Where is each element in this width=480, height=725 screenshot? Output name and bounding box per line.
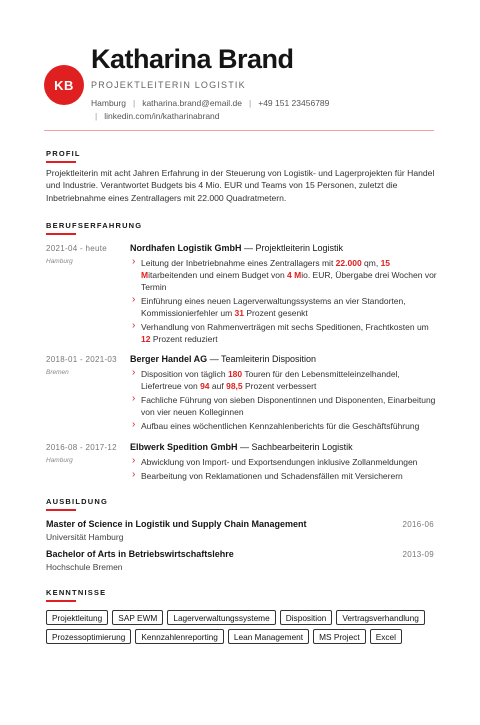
section-accent-bar bbox=[46, 161, 76, 163]
job-dates: 2021-04 - heute bbox=[46, 244, 107, 253]
section-title-experience: BERUFSERFAHRUNG bbox=[46, 221, 143, 230]
highlight-figure: 15 bbox=[380, 258, 391, 268]
section-accent-bar bbox=[46, 233, 76, 235]
bullet-text: qm, bbox=[361, 258, 381, 268]
contact-email[interactable]: katharina.brand@email.de bbox=[142, 98, 243, 108]
bullet-text: Abwicklung von Import- und Exportsendungen inklusive Zollanmeldungen bbox=[141, 457, 418, 467]
job-dates: 2018-01 - 2021-03 bbox=[46, 355, 117, 364]
education-entry bbox=[46, 519, 436, 542]
highlight-figure: 22.000 bbox=[335, 258, 362, 268]
job-bullet bbox=[130, 368, 440, 392]
job-location: Hamburg bbox=[46, 258, 73, 265]
header-divider bbox=[44, 130, 434, 131]
skill-tag: MS Project bbox=[313, 629, 366, 644]
school-name: Universität Hamburg bbox=[46, 532, 124, 542]
highlight-figure: 4 M bbox=[287, 270, 302, 280]
skills-list bbox=[46, 610, 436, 644]
bullet-text: Prozent reduziert bbox=[150, 334, 218, 344]
contact-line-2 bbox=[91, 111, 220, 121]
section-accent-bar bbox=[46, 509, 76, 511]
skill-tag: Kennzahlenreporting bbox=[135, 629, 224, 644]
job-title: PROJEKTLEITERIN LOGISTIK bbox=[91, 80, 246, 90]
job-bullet bbox=[130, 295, 440, 319]
bullet-text: auf bbox=[209, 381, 227, 391]
highlight-figure: 180 bbox=[227, 369, 243, 379]
job-bullets bbox=[130, 257, 440, 347]
job-dates: 2016-08 - 2017-12 bbox=[46, 443, 117, 452]
job-heading bbox=[130, 442, 353, 452]
bullet-text: io. EUR, Übergabe drei Wochen vor Termin bbox=[141, 270, 437, 292]
skill-tag: Disposition bbox=[280, 610, 333, 625]
section-title-profile: PROFIL bbox=[46, 149, 81, 158]
skill-tag: Vertragsverhandlung bbox=[336, 610, 425, 625]
job-location: Bremen bbox=[46, 369, 69, 376]
section-accent-bar bbox=[46, 600, 76, 602]
company-name: Elbwerk Spedition GmbH bbox=[130, 442, 238, 452]
role-name: — Projektleiterin Logistik bbox=[241, 243, 344, 253]
highlight-figure: 31 bbox=[234, 308, 244, 318]
bullet-text: Bearbeitung von Reklamationen und Schadensfällen mit Versicherern bbox=[141, 471, 403, 481]
job-bullets bbox=[130, 456, 440, 484]
section-title-education: AUSBILDUNG bbox=[46, 497, 108, 506]
skill-tag: Projektleitung bbox=[46, 610, 108, 625]
role-name: — Teamleiterin Disposition bbox=[207, 354, 317, 364]
degree-name: Master of Science in Logistik und Supply Chain Management bbox=[46, 519, 307, 529]
contact-city: Hamburg bbox=[91, 98, 126, 108]
highlight-figure: 98,5 bbox=[226, 381, 243, 391]
skill-tag: Excel bbox=[370, 629, 402, 644]
bullet-text: Touren für den Lebensmitteleinzelhandel, Liefertreue von bbox=[141, 369, 400, 391]
divider: | bbox=[249, 98, 252, 108]
bullet-text: Aufbau eines wöchentlichen Kennzahlenberichts für die Geschäftsführung bbox=[141, 421, 420, 431]
profile-summary: Projektleiterin mit acht Jahren Erfahrung in der Steuerung von Logistik- und Lagerprojekten für Handel und Industrie. Verantwortet Budgets bis 4 Mio. EUR und Teams von 15 Personen, zuletzt die Inbetriebnahme eines Zentrallagers mit 22.000 Quadratmetern. bbox=[46, 168, 435, 203]
highlight-figure: 94 bbox=[200, 381, 210, 391]
skill-tag: Prozessoptimierung bbox=[46, 629, 131, 644]
bullet-text: Prozent gesenkt bbox=[244, 308, 308, 318]
education-date: 2013-09 bbox=[402, 550, 434, 559]
degree-name: Bachelor of Arts in Betriebswirtschaftslehre bbox=[46, 549, 234, 559]
bullet-text: Fachliche Führung von sieben Disponentinnen und Disponenten, Einarbeitung von vier neuen Kolleginnen bbox=[141, 395, 436, 417]
job-heading bbox=[130, 243, 343, 253]
divider: | bbox=[95, 111, 98, 121]
job-bullet bbox=[130, 456, 440, 468]
job-bullet bbox=[130, 420, 440, 432]
bullet-text: Prozent verbessert bbox=[242, 381, 317, 391]
avatar: KB bbox=[44, 65, 84, 105]
education-date: 2016-06 bbox=[402, 520, 434, 529]
school-name: Hochschule Bremen bbox=[46, 562, 123, 572]
bullet-text: Leitung der Inbetriebnahme eines Zentrallagers mit bbox=[141, 258, 336, 268]
bullet-text: Einführung eines neuen Lagerverwaltungssystems an vier Standorten, Kommissionierfehler um bbox=[141, 296, 406, 318]
skill-tag: SAP EWM bbox=[112, 610, 163, 625]
highlight-figure: M bbox=[141, 270, 149, 280]
company-name: Berger Handel AG bbox=[130, 354, 208, 364]
contact-phone[interactable]: +49 151 23456789 bbox=[258, 98, 330, 108]
job-bullet bbox=[130, 257, 440, 293]
skill-tag: Lean Management bbox=[228, 629, 309, 644]
job-bullet bbox=[130, 470, 440, 482]
job-heading bbox=[130, 354, 316, 364]
job-bullets bbox=[130, 368, 440, 434]
highlight-figure: 12 bbox=[141, 334, 151, 344]
job-location: Hamburg bbox=[46, 457, 73, 464]
section-title-skills: KENNTNISSE bbox=[46, 588, 107, 597]
education-entry bbox=[46, 549, 436, 572]
bullet-text: Verhandlung von Rahmenverträgen mit sechs Speditionen, Frachtkosten um bbox=[141, 322, 429, 332]
company-name: Nordhafen Logistik GmbH bbox=[130, 243, 242, 253]
contact-line bbox=[91, 98, 329, 108]
bullet-text: Disposition von täglich bbox=[141, 369, 228, 379]
person-name: Katharina Brand bbox=[91, 44, 294, 74]
skill-tag: Lagerverwaltungssysteme bbox=[167, 610, 275, 625]
contact-linkedin[interactable]: linkedin.com/in/katharinabrand bbox=[104, 111, 220, 121]
role-name: — Sachbearbeiterin Logistik bbox=[237, 442, 353, 452]
job-bullet bbox=[130, 394, 440, 418]
bullet-text: itarbeitenden und einem Budget von bbox=[148, 270, 288, 280]
divider: | bbox=[132, 98, 136, 108]
job-bullet bbox=[130, 321, 440, 345]
